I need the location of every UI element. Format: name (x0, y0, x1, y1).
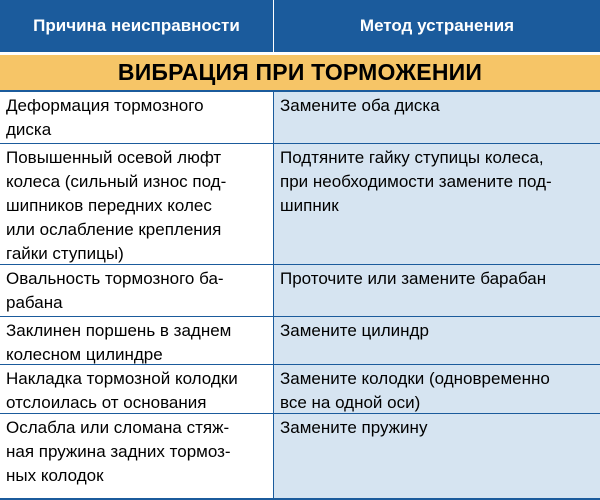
header-cause: Причина неисправности (0, 0, 274, 52)
remedy-cell: Проточите или замените барабан (274, 265, 600, 317)
remedy-cell: Замените пружину (274, 414, 600, 500)
remedy-cell: Подтяните гайку ступицы колеса, при необходимости замените под- шипник (274, 144, 600, 265)
remedy-cell: Замените колодки (одновременно все на одной оси) (274, 365, 600, 414)
cause-cell: Ослабла или сломана стяж- ная пружина задних тормоз- ных колодок (0, 414, 274, 500)
cause-cell: Овальность тормозного ба- рабана (0, 265, 274, 317)
header-remedy: Метод устранения (274, 0, 600, 52)
remedy-cell: Замените цилиндр (274, 317, 600, 365)
section-title: ВИБРАЦИЯ ПРИ ТОРМОЖЕНИИ (0, 52, 600, 92)
remedy-cell: Замените оба диска (274, 92, 600, 144)
cause-cell: Повышенный осевой люфт колеса (сильный износ под- шипников передних колес или ослабление крепления гайки ступицы) (0, 144, 274, 265)
cause-cell: Накладка тормозной колодки отслоилась от основания (0, 365, 274, 414)
cause-cell: Заклинен поршень в заднем колесном цилиндре (0, 317, 274, 365)
cause-cell: Деформация тормозного диска (0, 92, 274, 144)
